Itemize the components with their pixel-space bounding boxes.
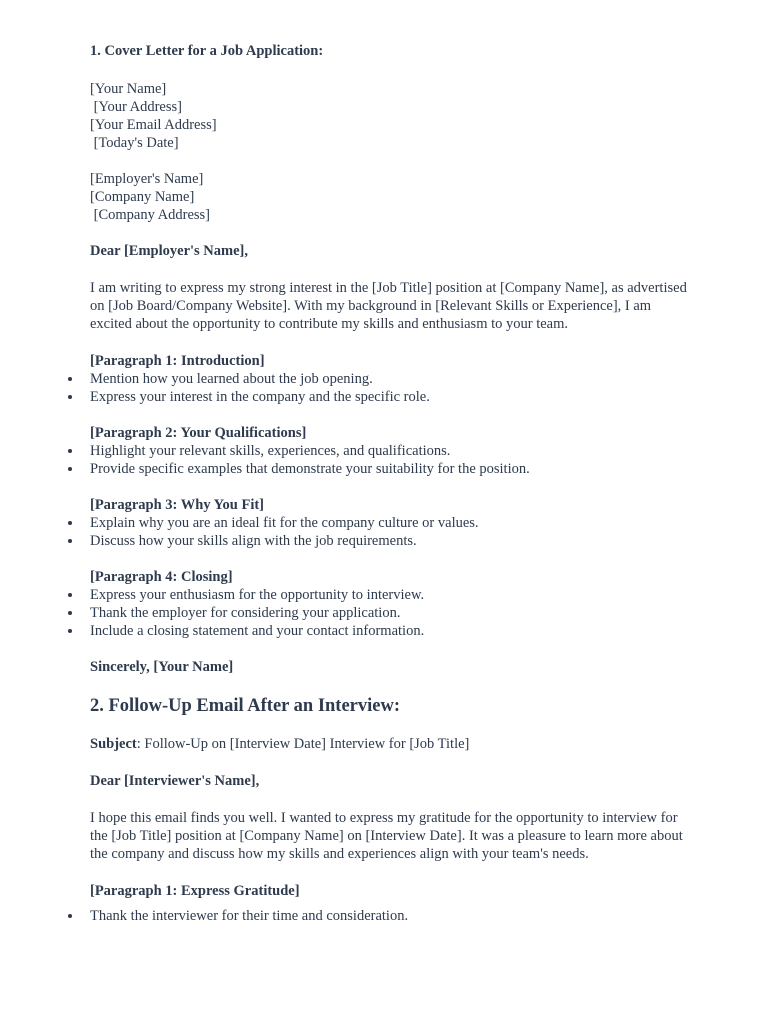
list-item: Thank the employer for considering your application. (90, 604, 690, 622)
section-title: [Paragraph 3: Why You Fit] (90, 497, 264, 513)
sender-name: [Your Name] (90, 81, 167, 97)
email-subject-line (90, 735, 690, 753)
list-item: Highlight your relevant skills, experiences, and qualifications. (90, 442, 690, 460)
bullet-list (90, 514, 690, 550)
bullet-list (90, 907, 690, 925)
list-item: Explain why you are an ideal fit for the company culture or values. (90, 514, 690, 532)
subject-label: Subject (90, 736, 137, 752)
recipient-address: [Company Address] (90, 207, 211, 223)
section-title: [Paragraph 1: Introduction] (90, 353, 265, 369)
recipient-company: [Company Name] (90, 189, 195, 205)
subject-text: : Follow-Up on [Interview Date] Interview for [Job Title] (136, 736, 470, 752)
cover-letter-signoff: Sincerely, [Your Name] (90, 659, 234, 675)
sender-address: [Your Address] (90, 99, 182, 115)
cover-letter-salutation: Dear [Employer's Name], (90, 243, 248, 259)
list-item: Express your interest in the company and the specific role. (90, 388, 690, 406)
bullet-list (90, 370, 690, 406)
list-item: Thank the interviewer for their time and consideration. (90, 907, 690, 925)
bullet-list (90, 586, 690, 640)
sender-email: [Your Email Address] (90, 117, 217, 133)
cover-letter-intro: I am writing to express my strong interest in the [Job Title] position at [Company Name], as advertised on [Job Board/Company Website]. With my background in [Relevant Skills or Experience], I am excited about the opportunity to contribute my skills and enthusiasm to your team. (90, 280, 687, 332)
bullet-list (90, 442, 690, 478)
section-title: [Paragraph 1: Express Gratitude] (90, 883, 300, 899)
section-title: [Paragraph 4: Closing] (90, 569, 233, 585)
recipient-block (90, 170, 690, 224)
recipient-name: [Employer's Name] (90, 171, 204, 187)
list-item: Provide specific examples that demonstrate your suitability for the position. (90, 460, 690, 478)
list-item: Discuss how your skills align with the job requirements. (90, 532, 690, 550)
follow-up-salutation: Dear [Interviewer's Name], (90, 773, 260, 789)
sender-block (90, 80, 690, 152)
list-item: Express your enthusiasm for the opportunity to interview. (90, 586, 690, 604)
document-page (90, 42, 690, 943)
follow-up-heading: 2. Follow-Up Email After an Interview: (90, 696, 401, 716)
section-title: [Paragraph 2: Your Qualifications] (90, 425, 307, 441)
list-item: Mention how you learned about the job opening. (90, 370, 690, 388)
follow-up-intro: I hope this email finds you well. I wanted to express my gratitude for the opportunity to interview for the [Job Title] position at [Company Name] on [Interview Date]. It was a pleasure to learn more about the company and discuss how my skills and experiences align with your team's needs. (90, 810, 683, 862)
list-item: Include a closing statement and your contact information. (90, 622, 690, 640)
cover-letter-heading: 1. Cover Letter for a Job Application: (90, 43, 324, 59)
sender-date: [Today's Date] (90, 135, 179, 151)
